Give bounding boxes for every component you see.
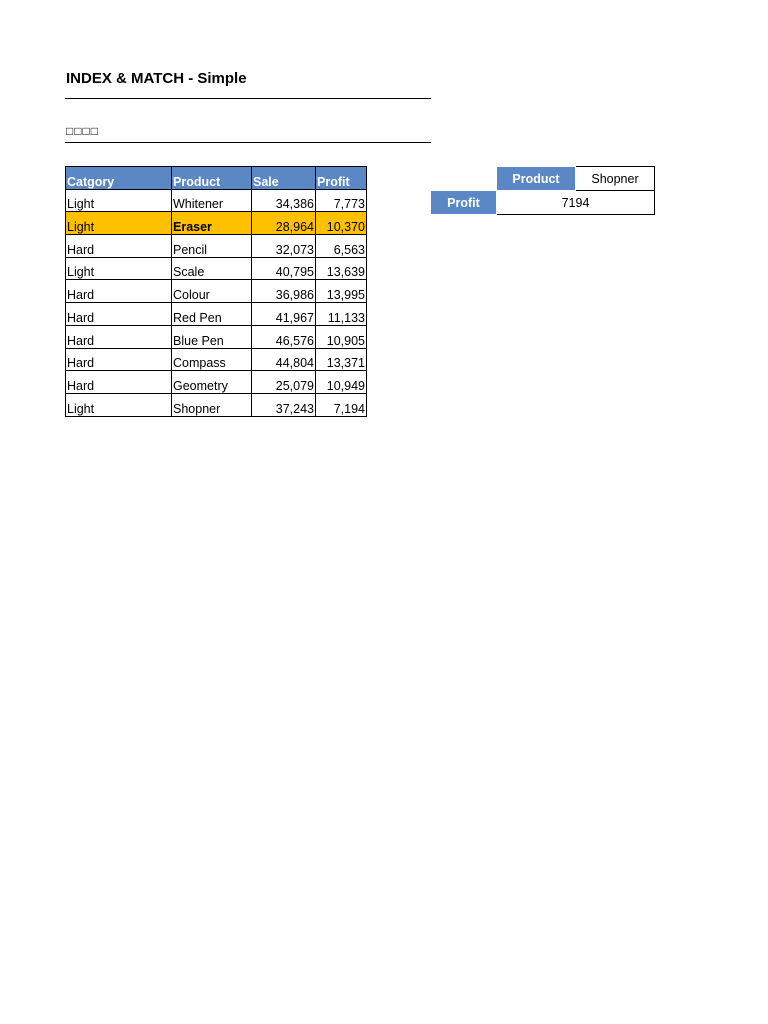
cell-category[interactable]: Hard <box>66 371 172 394</box>
cell-profit[interactable]: 11,133 <box>316 303 367 326</box>
cell-sale[interactable]: 28,964 <box>252 212 316 235</box>
cell-category[interactable]: Light <box>66 212 172 235</box>
cell-profit[interactable]: 10,949 <box>316 371 367 394</box>
table-row <box>66 371 367 394</box>
lookup-table <box>430 166 655 215</box>
cell-profit[interactable]: 13,995 <box>316 280 367 303</box>
column-header-sale[interactable]: Sale <box>252 167 316 190</box>
column-header-category[interactable]: Catgory <box>66 167 172 190</box>
cell-sale[interactable]: 40,795 <box>252 257 316 280</box>
cell-profit[interactable]: 13,371 <box>316 348 367 371</box>
cell-product[interactable]: Red Pen <box>172 303 252 326</box>
cell-sale[interactable]: 46,576 <box>252 325 316 348</box>
cell-category[interactable]: Hard <box>66 303 172 326</box>
cell-product[interactable]: Compass <box>172 348 252 371</box>
cell-product[interactable]: Eraser <box>172 212 252 235</box>
cell-product[interactable]: Pencil <box>172 235 252 258</box>
lookup-profit-result[interactable]: 7194 <box>497 191 655 215</box>
cell-sale[interactable]: 34,386 <box>252 189 316 212</box>
cell-product[interactable]: Whitener <box>172 189 252 212</box>
table-row <box>66 303 367 326</box>
cell-category[interactable]: Light <box>66 257 172 280</box>
table-row <box>66 189 367 212</box>
column-header-product[interactable]: Product <box>172 167 252 190</box>
lookup-profit-label: Profit <box>431 191 497 215</box>
lookup-empty-cell <box>431 167 497 191</box>
cell-profit[interactable]: 7,194 <box>316 393 367 416</box>
cell-sale[interactable]: 44,804 <box>252 348 316 371</box>
cell-category[interactable]: Hard <box>66 235 172 258</box>
cell-sale[interactable]: 36,986 <box>252 280 316 303</box>
table-row <box>66 348 367 371</box>
cell-category[interactable]: Light <box>66 393 172 416</box>
table-row <box>66 212 367 235</box>
sheet-title: INDEX & MATCH - Simple <box>66 70 247 87</box>
cell-product[interactable]: Blue Pen <box>172 325 252 348</box>
table-row <box>66 235 367 258</box>
cell-profit[interactable]: 10,905 <box>316 325 367 348</box>
lookup-product-input[interactable]: Shopner <box>576 167 655 191</box>
cell-profit[interactable]: 10,370 <box>316 212 367 235</box>
cell-sale[interactable]: 41,967 <box>252 303 316 326</box>
cell-product[interactable]: Geometry <box>172 371 252 394</box>
cell-category[interactable]: Hard <box>66 280 172 303</box>
table-row <box>66 280 367 303</box>
lookup-profit-row <box>431 191 655 215</box>
table-row <box>66 393 367 416</box>
sheet-subtitle: □□□□ <box>66 124 99 138</box>
table-row <box>66 257 367 280</box>
cell-profit[interactable]: 7,773 <box>316 189 367 212</box>
cell-product[interactable]: Scale <box>172 257 252 280</box>
table-header-row <box>66 167 367 190</box>
column-header-profit[interactable]: Profit <box>316 167 367 190</box>
cell-category[interactable]: Hard <box>66 325 172 348</box>
table-row <box>66 325 367 348</box>
cell-product[interactable]: Shopner <box>172 393 252 416</box>
subtitle-underline <box>65 142 431 143</box>
cell-category[interactable]: Light <box>66 189 172 212</box>
lookup-product-label: Product <box>497 167 576 191</box>
cell-category[interactable]: Hard <box>66 348 172 371</box>
cell-profit[interactable]: 13,639 <box>316 257 367 280</box>
title-underline <box>65 98 431 99</box>
cell-product[interactable]: Colour <box>172 280 252 303</box>
lookup-product-row <box>431 167 655 191</box>
cell-sale[interactable]: 25,079 <box>252 371 316 394</box>
data-table <box>65 166 367 417</box>
cell-profit[interactable]: 6,563 <box>316 235 367 258</box>
cell-sale[interactable]: 37,243 <box>252 393 316 416</box>
cell-sale[interactable]: 32,073 <box>252 235 316 258</box>
